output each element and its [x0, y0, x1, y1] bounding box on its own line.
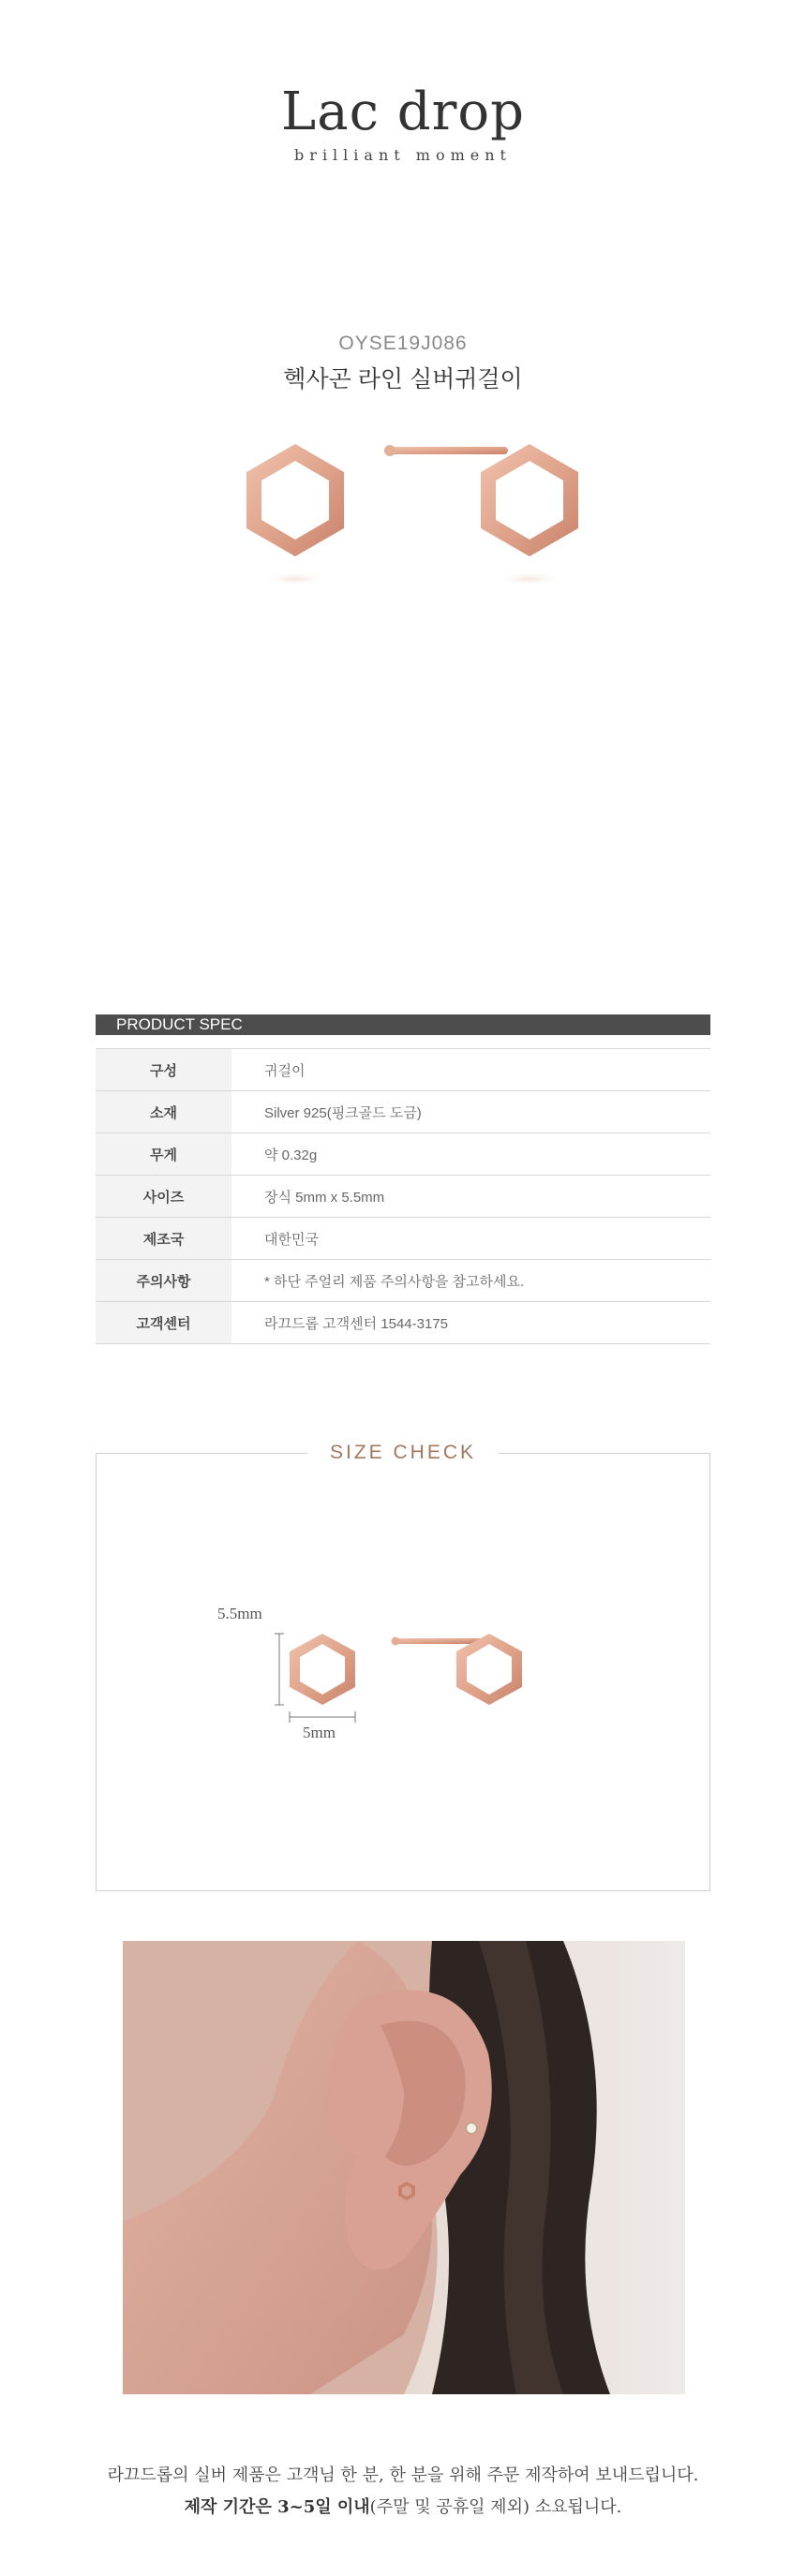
spec-row: [96, 1176, 710, 1218]
size-diagram: [96, 1453, 710, 1889]
spec-label: 사이즈: [96, 1176, 231, 1218]
model-ear-illustration: [123, 1941, 685, 2394]
product-image: [0, 412, 806, 609]
spec-value: 귀걸이: [231, 1049, 710, 1091]
spec-label: 구성: [96, 1049, 231, 1091]
spec-table: [96, 1048, 710, 1344]
spec-row: [96, 1091, 710, 1133]
size-earring-side: [392, 1634, 523, 1705]
height-dimension-label: 5.5mm: [217, 1605, 262, 1622]
width-dimension-line: [290, 1711, 355, 1723]
product-name: 헥사곤 라인 실버귀걸이: [283, 366, 523, 392]
spec-row: [96, 1260, 710, 1302]
spec-value: 대한민국: [231, 1218, 710, 1260]
spec-label: 무게: [96, 1133, 231, 1176]
earring-side-view: [384, 444, 578, 586]
spec-value: * 하단 주얼리 제품 주의사항을 참고하세요.: [231, 1260, 710, 1302]
spec-value: 장식 5mm x 5.5mm: [231, 1176, 710, 1218]
product-code: OYSE19J086: [338, 333, 468, 354]
spec-value: Silver 925(핑크골드 도금): [231, 1091, 710, 1133]
spec-row: [96, 1049, 710, 1091]
notice-line-2: [0, 2494, 806, 2518]
spec-label: 고객센터: [96, 1302, 231, 1344]
size-earring-front: [290, 1634, 355, 1705]
brand-tagline: brilliant moment: [294, 146, 512, 164]
spec-row: [96, 1302, 710, 1344]
earring-front-view: [246, 444, 344, 586]
spec-header-label: PRODUCT SPEC: [116, 1015, 243, 1033]
brand-logo: Lac drop: [281, 81, 525, 142]
spec-header-bar: [96, 1014, 710, 1035]
spec-value: 라끄드롭 고객센터 1544-3175: [231, 1302, 710, 1344]
spec-value: 약 0.32g: [231, 1133, 710, 1176]
size-check-title: SIZE CHECK: [307, 1441, 499, 1465]
spec-row: [96, 1218, 710, 1260]
notice-period-rest: (주말 및 공휴일 제외) 소요됩니다.: [369, 2497, 622, 2517]
notice-line-1: 라끄드롭의 실버 제품은 고객님 한 분, 한 분을 위해 주문 제작하여 보내드립니다.: [107, 2465, 699, 2485]
notice-period-bold: 제작 기간은 3~5일 이내: [184, 2497, 370, 2517]
model-photo: [123, 1941, 685, 2394]
width-dimension-label: 5mm: [303, 1724, 336, 1741]
spec-label: 제조국: [96, 1218, 231, 1260]
spec-label: 주의사항: [96, 1260, 231, 1302]
spec-label: 소재: [96, 1091, 231, 1133]
height-dimension-line: [275, 1634, 284, 1705]
spec-row: [96, 1133, 710, 1176]
